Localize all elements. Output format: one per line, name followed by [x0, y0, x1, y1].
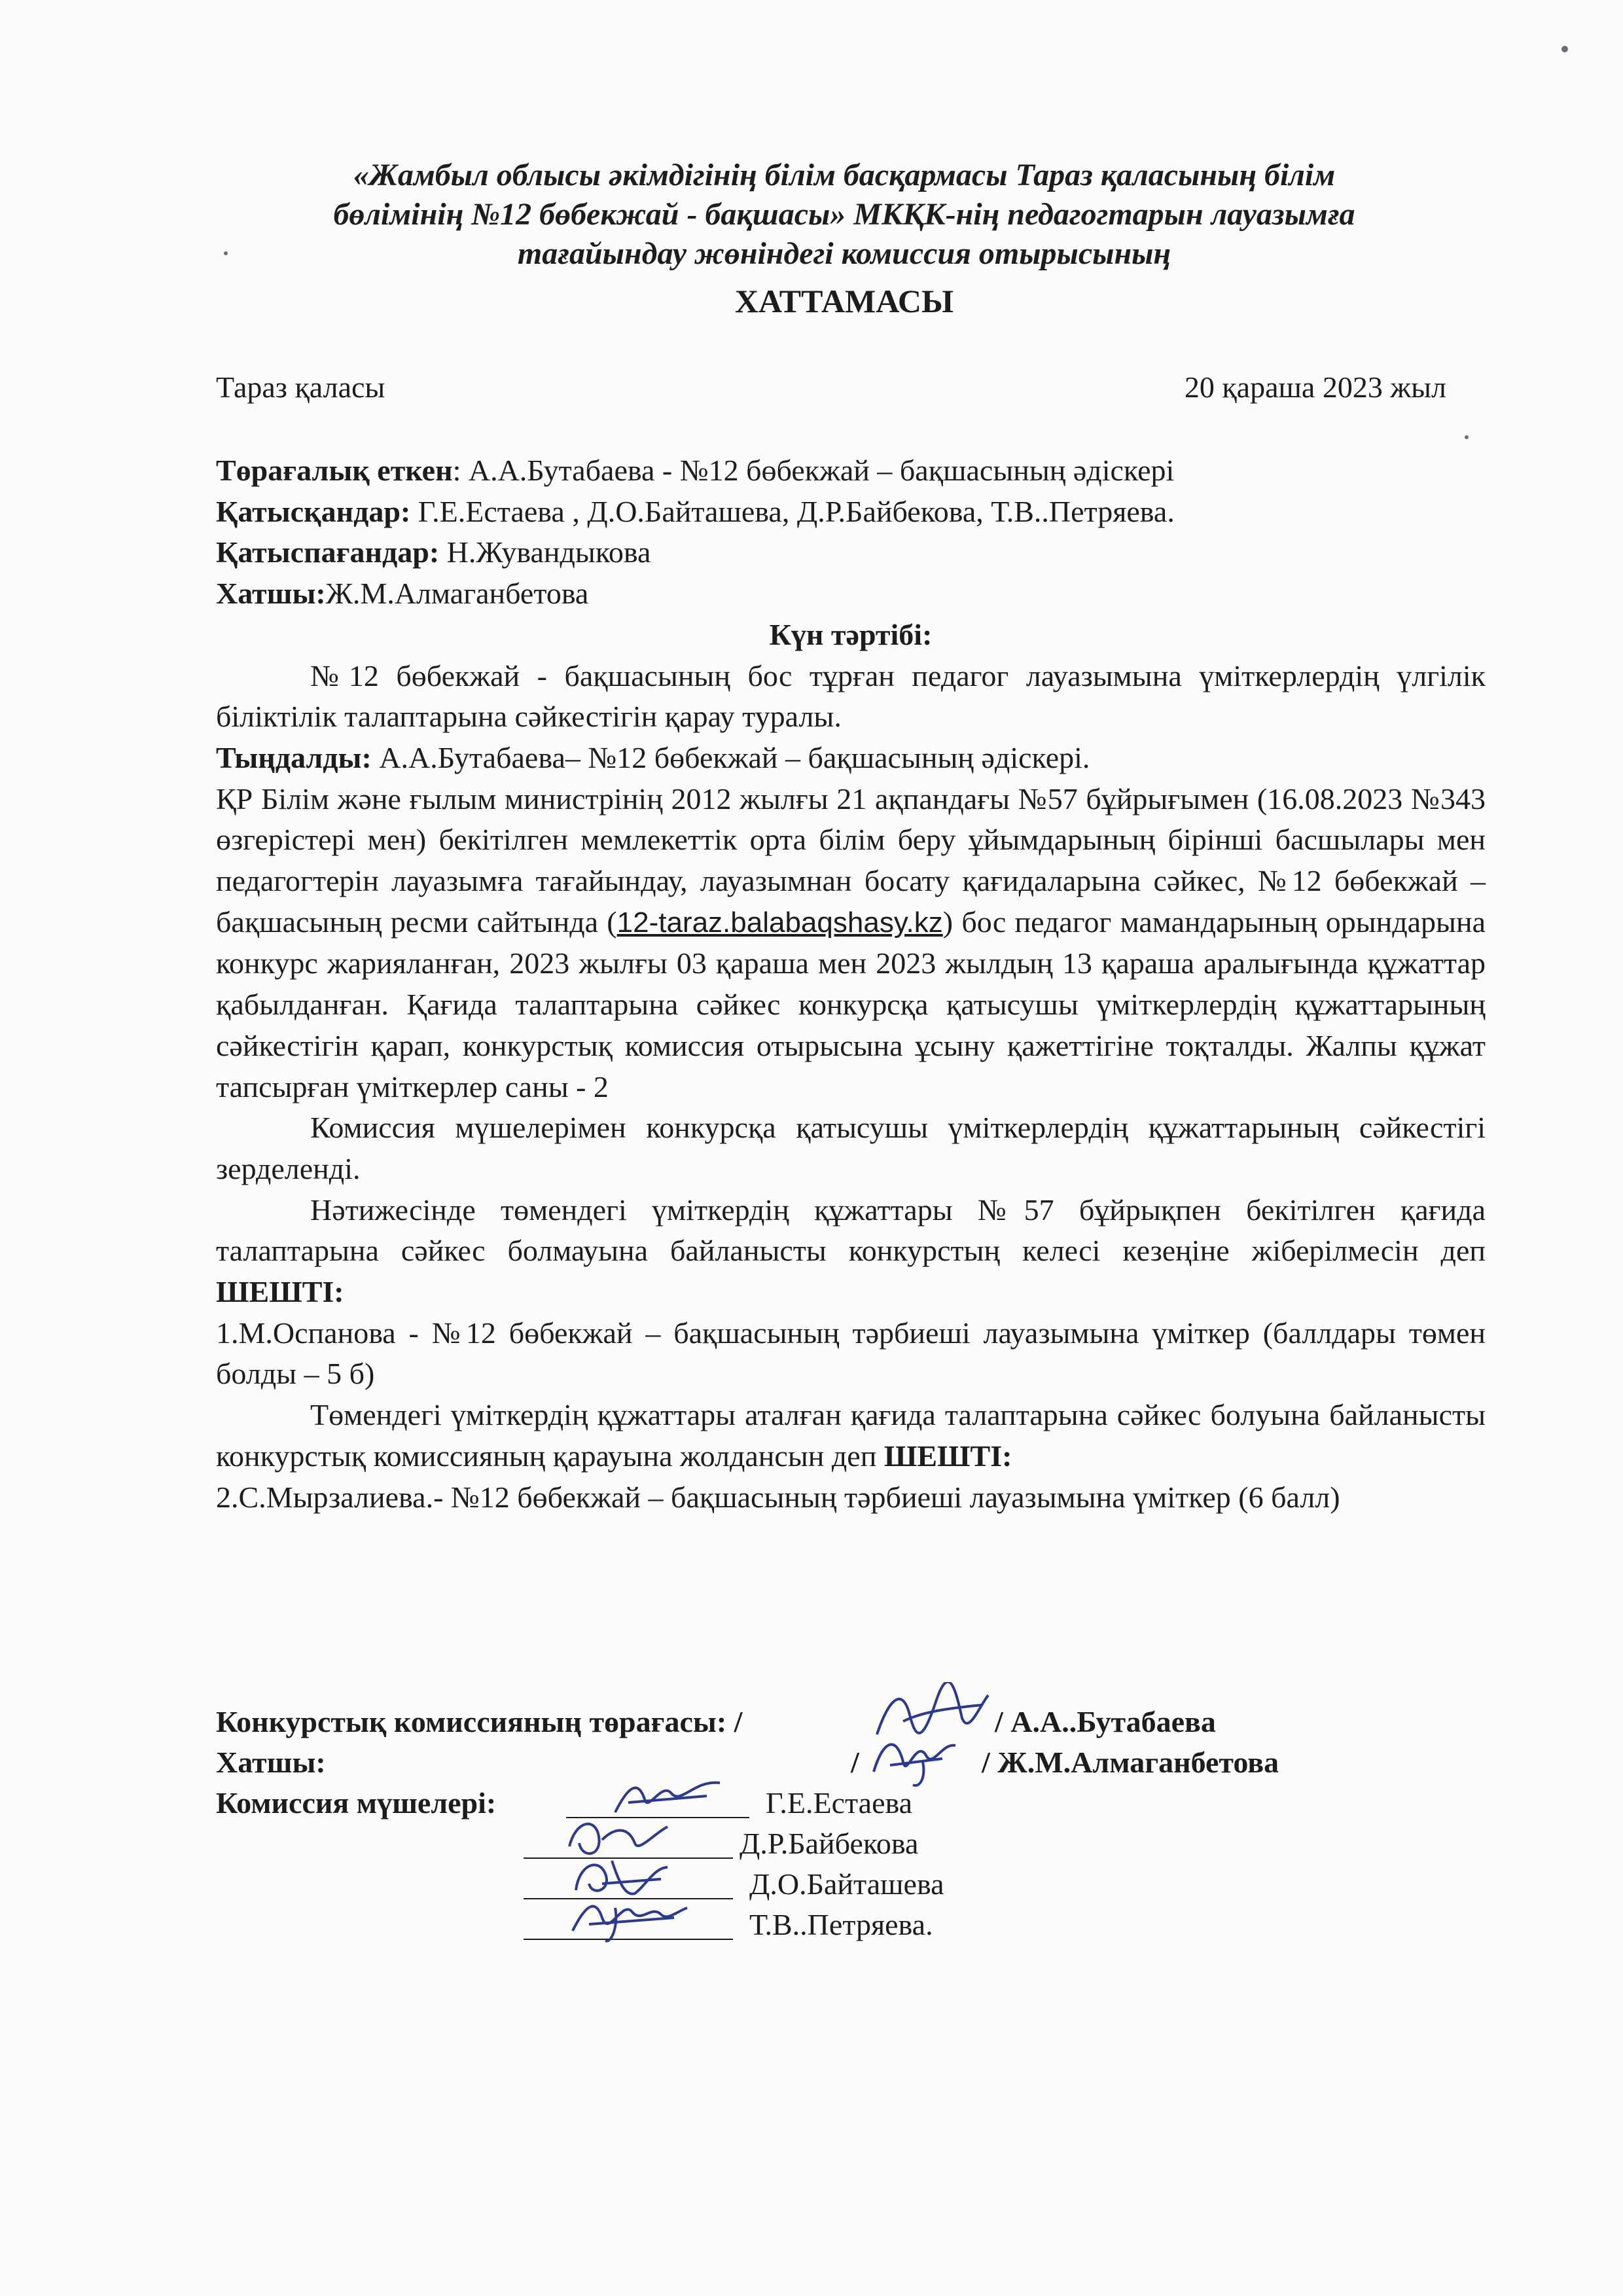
review-paragraph: Комиссия мүшелерімен конкурсқа қатысушы үміткерлердің құжаттарының сәйкестігі зерделенді. — [216, 1111, 1486, 1185]
present-value: Г.Е.Естаева , Д.О.Байташева, Д.Р.Байбекова, Т.В..Петряева. — [410, 494, 1175, 528]
decision2-keyword: ШЕШТІ: — [883, 1439, 1012, 1473]
date: 20 қараша 2023 жыл — [1184, 370, 1446, 404]
heard-label: Тыңдалды: — [216, 740, 372, 774]
main-text-part1: ҚР Білім және ғылым министрінің 2012 жылғы 21 ақпандағы №57 бұйрығымен (16.08.2023 №343 өзгерістері мен) бекітілген мемлекеттік орта білім беру ұйымдарының бірінші басшылары мен педагогтерін лауазымға тағайындау, лауазымнан босату қағидаларына сәйкес, №12 бөбекжай – бақшасының ресми сайтында ( — [216, 781, 1486, 939]
chair-sign-name: / А.А..Бутабаева — [995, 1705, 1216, 1738]
title-line: «Жамбыл облысы әкімдігінің білім басқармасы Тараз қаласының білім — [353, 158, 1336, 192]
absent-line — [216, 532, 1486, 573]
chair-line — [216, 450, 1486, 492]
secretary-label: Хатшы: — [216, 577, 326, 611]
place-date-row — [216, 368, 1446, 407]
agenda-text: №12 бөбекжай - бақшасының бос тұрған педагог лауазымына үміткерлердің үлгілік біліктілік талаптарына сәйкестігін қарау туралы. — [216, 658, 1486, 734]
decision2-candidate: 2.С.Мырзалиева.- №12 бөбекжай – бақшасының тәрбиеші лауазымына үміткер (6 балл) — [216, 1480, 1340, 1514]
decision2-text: Төмендегі үміткердің құжаттары аталған қағида талаптарына сәйкес болуына байланысты конкурстық комиссияның қарауына жолдансын деп — [216, 1398, 1486, 1473]
members-row — [216, 1864, 1486, 1905]
decision1-candidate: 1.М.Оспанова - №12 бөбекжай – бақшасының тәрбиеші лауазымына үміткер (баллдары төмен болды – 5 б) — [216, 1316, 1486, 1391]
absent-label: Қатыспағандар: — [216, 535, 440, 569]
present-label: Қатысқандар: — [216, 494, 411, 528]
signature-block — [216, 1702, 1486, 1945]
members-row — [216, 1823, 1486, 1864]
decision1-keyword: ШЕШТІ: — [216, 1275, 344, 1309]
protocol-heading: ХАТТАМАСЫ — [734, 283, 954, 319]
members-label: Комиссия мүшелері: — [216, 1786, 497, 1820]
secretary-signature-icon — [864, 1726, 969, 1791]
chair-label: Төрағалық еткен — [216, 454, 453, 487]
decision1-text: Нәтижесінде төмендегі үміткердің құжаттары №57 бұйрықпен бекітілген қағида талаптарына сәйкес болмауына байланысты конкурстың келесі кезеңіне жіберілмесін деп — [216, 1193, 1486, 1268]
decision2-paragraph — [216, 1395, 1486, 1477]
member-name: Д.Р.Байбекова — [740, 1827, 919, 1860]
main-paragraph — [216, 779, 1486, 1108]
secretary-sign-slash: / — [851, 1746, 859, 1779]
chair-sign-label: Конкурстық комиссияның төрағасы: / — [216, 1705, 743, 1738]
heard-line — [216, 738, 1486, 779]
present-line — [216, 492, 1486, 533]
secretary-line — [216, 573, 1486, 615]
member-signature-icon — [563, 1885, 694, 1950]
agenda-title: Күн тәртібі: — [769, 617, 933, 651]
members-row — [216, 1905, 1486, 1945]
secretary-sign-name: / Ж.М.Алмаганбетова — [982, 1746, 1279, 1779]
members-row — [216, 1783, 1486, 1823]
member-name: Д.О.Байташева — [749, 1867, 944, 1901]
chair-value: : А.А.Бутабаева - №12 бөбекжай – бақшасының әдіскері — [452, 454, 1175, 487]
secretary-sign-label: Хатшы: — [216, 1746, 326, 1779]
place: Тараз қаласы — [216, 370, 385, 404]
decision1-paragraph — [216, 1190, 1486, 1313]
secretary-value: Ж.М.Алмаганбетова — [325, 577, 589, 611]
secretary-signature-row — [216, 1742, 1486, 1783]
main-text-part2: ) бос педагог мамандарының орындарына конкурс жарияланған, 2023 жылғы 03 қараша мен 2023 жылдың 13 қараша аралығында құжаттар қабылданған. Қағида талаптарына сәйкес конкурсқа қатысушы үміткерлердің құжаттарының сәйкестігін қарап, конкурстық комиссия отырысына ұсыну қажеттігіне тоқталды. Жалпы құжат тапсырған үміткерлер саны - 2 — [216, 905, 1486, 1103]
title-line: бөлімінің №12 бөбекжай - бақшасы» МКҚК-нің педагогтарын лауазымға — [333, 197, 1355, 232]
absent-value: Н.Жувандыкова — [439, 535, 651, 569]
member-name: Т.В..Петряева. — [749, 1908, 933, 1941]
document-title — [196, 156, 1492, 274]
scan-speck — [1465, 435, 1469, 439]
scan-speck — [1561, 46, 1568, 52]
title-line: тағайындау жөніндегі комиссия отырысының — [517, 236, 1171, 271]
chair-signature-row — [216, 1702, 1486, 1742]
member-name: Г.Е.Естаева — [766, 1786, 913, 1820]
heard-value: А.А.Бутабаева– №12 бөбекжай – бақшасының әдіскері. — [371, 740, 1090, 774]
document-body — [216, 450, 1486, 1518]
website-link[interactable]: 12-taraz.balabaqshasy.kz — [616, 906, 943, 939]
